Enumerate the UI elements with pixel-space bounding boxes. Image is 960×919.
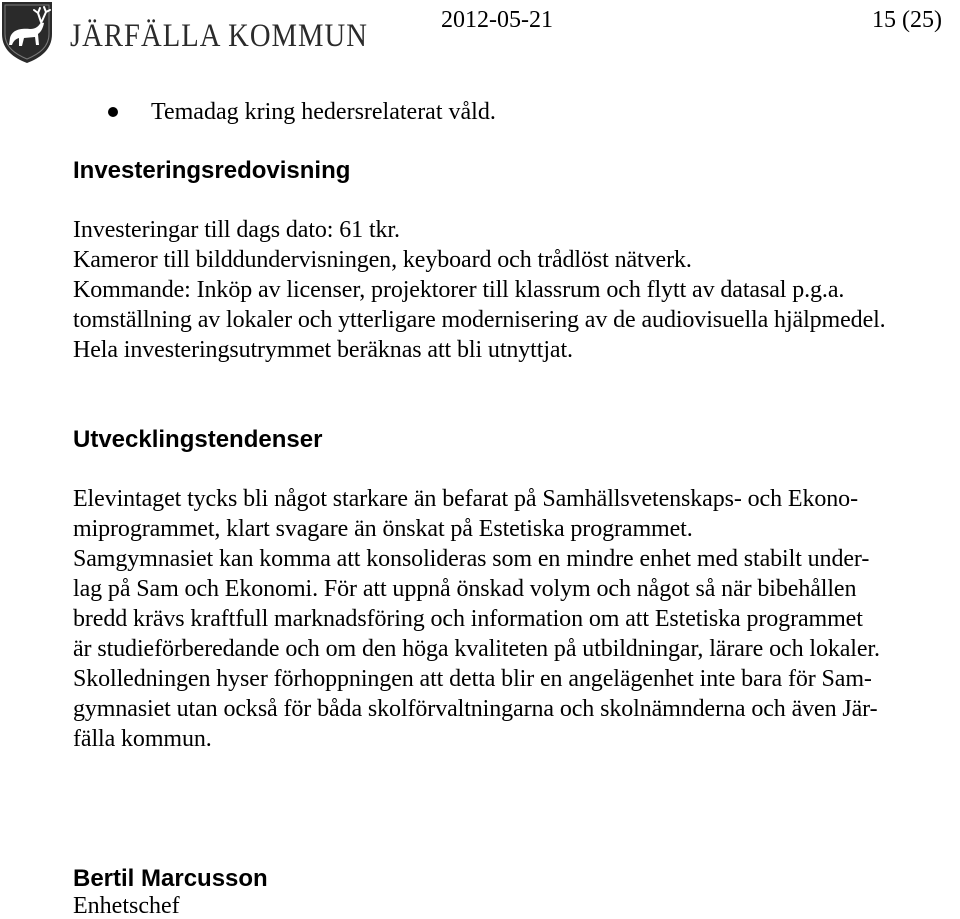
paragraph-line: miprogrammet, klart svagare än önskat på Estetiska programmet.	[73, 516, 693, 542]
list-item-text: Temadag kring hedersrelaterat våld.	[151, 99, 496, 125]
paragraph-line: Elevintaget tycks bli något starkare än befarat på Samhällsvetenskaps- och Ekono-	[73, 486, 858, 512]
signature-title: Enhetschef	[73, 893, 180, 919]
section-heading-investment: Investeringsredovisning	[73, 157, 351, 184]
paragraph-line: Investeringar till dags dato: 61 tkr.	[73, 217, 400, 243]
paragraph-line: är studieförberedande och om den höga kvaliteten på utbildningar, lärare och lokaler.	[73, 636, 880, 662]
paragraph-line: Samgymnasiet kan komma att konsolideras som en mindre enhet med stabilt under-	[73, 546, 870, 572]
paragraph-line: tomställning av lokaler och ytterligare modernisering av de audiovisuella hjälpmedel.	[73, 307, 886, 333]
paragraph-line: Kameror till bilddundervisningen, keyboard och trådlöst nätverk.	[73, 247, 692, 273]
section-heading-development: Utvecklingstendenser	[73, 426, 323, 453]
municipality-shield-icon	[0, 0, 54, 64]
svg-text:JÄRFÄLLA KOMMUN: JÄRFÄLLA KOMMUN	[70, 18, 368, 54]
page-indicator: 15 (25)	[872, 7, 942, 33]
paragraph-line: Kommande: Inköp av licenser, projektorer till klassrum och flytt av datasal p.g.a.	[73, 277, 845, 303]
paragraph-line: fälla kommun.	[73, 726, 212, 752]
list-item	[0, 97, 960, 127]
bullet-icon	[108, 107, 118, 117]
paragraph-line: bredd krävs kraftfull marknadsföring och information om att Estetiska programmet	[73, 606, 863, 632]
paragraph-line: lag på Sam och Ekonomi. För att uppnå önskad volym och något så när bibehållen	[73, 576, 857, 602]
paragraph-line: gymnasiet utan också för båda skolförvaltningarna och skolnämnderna och även Jär-	[73, 696, 878, 722]
document-date: 2012-05-21	[441, 7, 553, 33]
paragraph-line: Skolledningen hyser förhoppningen att detta blir en angelägenhet inte bara för Sam-	[73, 666, 872, 692]
development-paragraph	[73, 484, 880, 754]
paragraph-line: Hela investeringsutrymmet beräknas att bli utnyttjat.	[73, 337, 573, 363]
signature-name: Bertil Marcusson	[73, 865, 268, 892]
municipality-wordmark-logo	[70, 10, 370, 54]
investment-paragraph	[73, 215, 886, 365]
